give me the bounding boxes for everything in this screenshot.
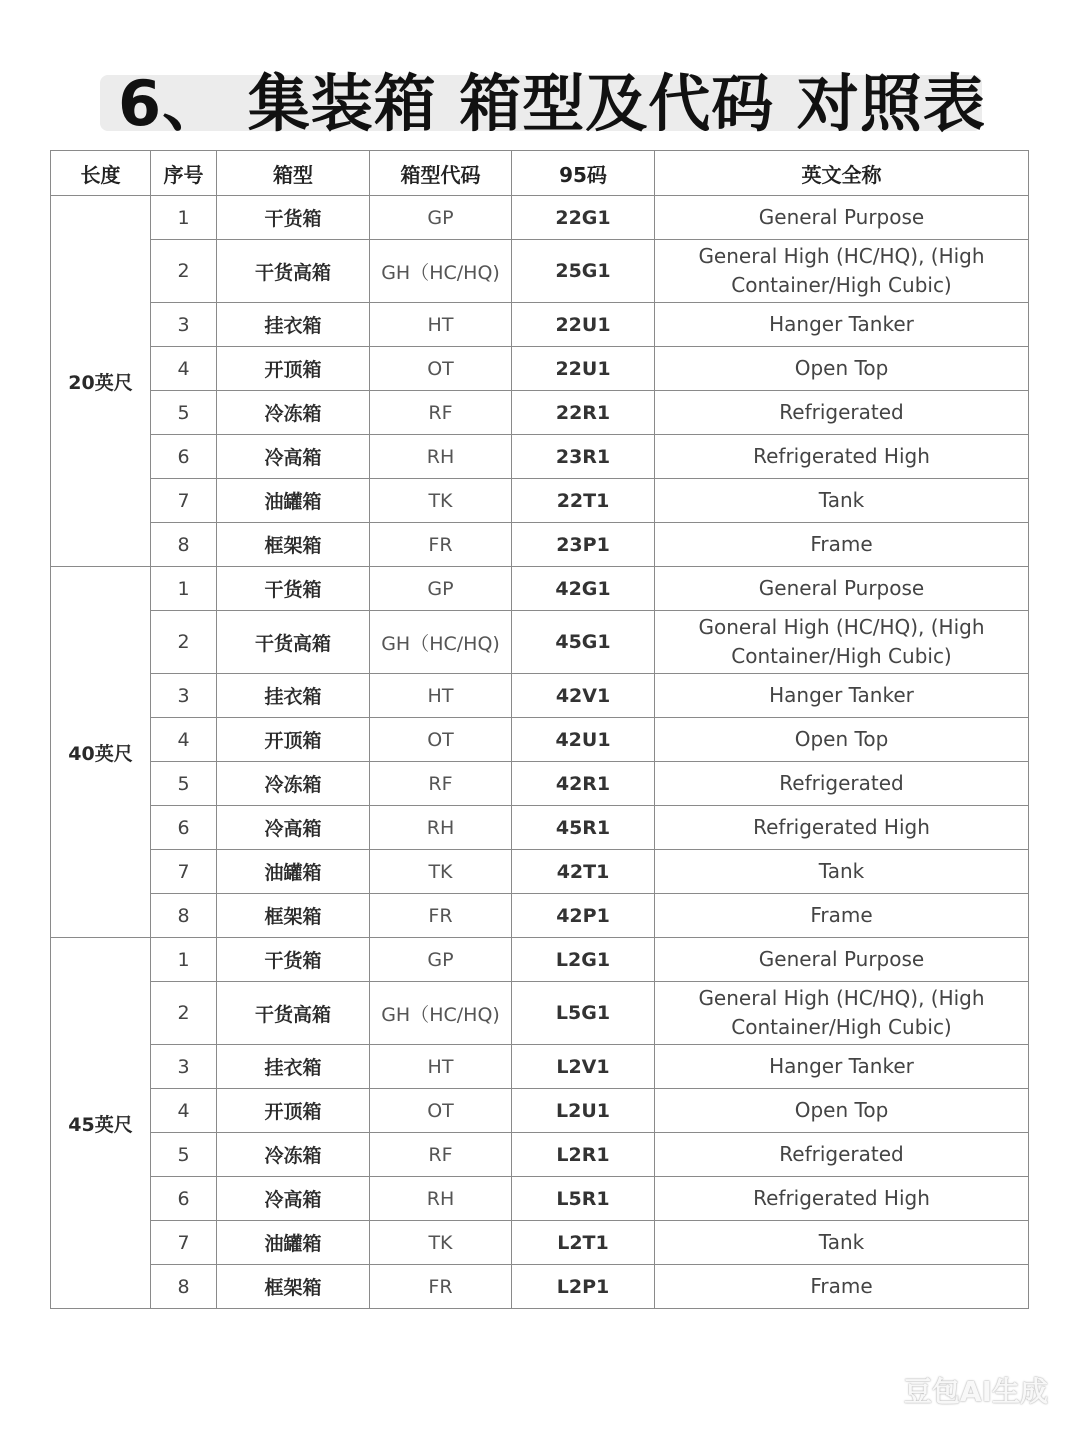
seq-cell: 2 — [151, 982, 217, 1045]
code95-cell: L2V1 — [512, 1045, 655, 1089]
english-name-cell: Frame — [655, 523, 1029, 567]
type-code-cell: GH（HC/HQ) — [370, 240, 512, 303]
type-code-cell: TK — [370, 479, 512, 523]
code95-cell: 23P1 — [512, 523, 655, 567]
english-name-cell: Hanger Tanker — [655, 674, 1029, 718]
code95-cell: 22U1 — [512, 303, 655, 347]
english-name-cell: General High (HC/HQ), (High Container/High Cubic) — [655, 240, 1029, 303]
code95-cell: L2G1 — [512, 938, 655, 982]
type-cell: 冷高箱 — [217, 435, 370, 479]
table-row — [51, 567, 1029, 611]
header-type: 箱型 — [217, 151, 370, 196]
type-cell: 挂衣箱 — [217, 303, 370, 347]
type-cell: 干货箱 — [217, 938, 370, 982]
seq-cell: 6 — [151, 435, 217, 479]
seq-cell: 7 — [151, 479, 217, 523]
type-cell: 干货高箱 — [217, 240, 370, 303]
type-code-cell: RF — [370, 1133, 512, 1177]
type-cell: 冷高箱 — [217, 1177, 370, 1221]
english-name-cell: General High (HC/HQ), (High Container/High Cubic) — [655, 982, 1029, 1045]
type-cell: 框架箱 — [217, 1265, 370, 1309]
code95-cell: L2R1 — [512, 1133, 655, 1177]
code95-cell: 42R1 — [512, 762, 655, 806]
english-name-cell: Open Top — [655, 347, 1029, 391]
english-name-cell: Refrigerated High — [655, 435, 1029, 479]
type-code-cell: RF — [370, 391, 512, 435]
type-cell: 开顶箱 — [217, 718, 370, 762]
type-cell: 开顶箱 — [217, 347, 370, 391]
type-code-cell: HT — [370, 303, 512, 347]
type-cell: 冷高箱 — [217, 806, 370, 850]
length-cell: 45英尺 — [51, 938, 151, 1309]
table-header-row — [51, 151, 1029, 196]
type-cell: 油罐箱 — [217, 479, 370, 523]
table-row — [51, 938, 1029, 982]
type-code-cell: RH — [370, 435, 512, 479]
type-code-cell: FR — [370, 523, 512, 567]
type-code-cell: FR — [370, 1265, 512, 1309]
english-name-cell: General Purpose — [655, 938, 1029, 982]
header-95-code: 95码 — [512, 151, 655, 196]
type-cell: 干货箱 — [217, 567, 370, 611]
english-name-cell: Hanger Tanker — [655, 303, 1029, 347]
code95-cell: 22T1 — [512, 479, 655, 523]
code95-cell: 42P1 — [512, 894, 655, 938]
seq-cell: 6 — [151, 1177, 217, 1221]
header-english-name: 英文全称 — [655, 151, 1029, 196]
type-cell: 冷冻箱 — [217, 391, 370, 435]
table-row — [51, 1045, 1029, 1089]
code95-cell: L5G1 — [512, 982, 655, 1045]
type-cell: 框架箱 — [217, 894, 370, 938]
type-cell: 挂衣箱 — [217, 674, 370, 718]
table-row — [51, 196, 1029, 240]
code95-cell: 45G1 — [512, 611, 655, 674]
type-code-cell: TK — [370, 850, 512, 894]
type-cell: 油罐箱 — [217, 1221, 370, 1265]
table-row — [51, 1265, 1029, 1309]
table-row — [51, 718, 1029, 762]
english-name-cell: Open Top — [655, 1089, 1029, 1133]
type-code-cell: GH（HC/HQ) — [370, 982, 512, 1045]
type-code-cell: FR — [370, 894, 512, 938]
length-cell: 40英尺 — [51, 567, 151, 938]
type-code-cell: GP — [370, 938, 512, 982]
seq-cell: 5 — [151, 1133, 217, 1177]
type-code-cell: OT — [370, 718, 512, 762]
table-row — [51, 806, 1029, 850]
seq-cell: 5 — [151, 391, 217, 435]
table-row — [51, 435, 1029, 479]
table-row — [51, 762, 1029, 806]
seq-cell: 7 — [151, 850, 217, 894]
seq-cell: 4 — [151, 1089, 217, 1133]
table-row — [51, 240, 1029, 303]
seq-cell: 2 — [151, 611, 217, 674]
code95-cell: L2U1 — [512, 1089, 655, 1133]
english-name-cell: Goneral High (HC/HQ), (High Container/High Cubic) — [655, 611, 1029, 674]
english-name-cell: Tank — [655, 850, 1029, 894]
type-code-cell: OT — [370, 1089, 512, 1133]
english-name-cell: Frame — [655, 894, 1029, 938]
code95-cell: 22U1 — [512, 347, 655, 391]
type-code-cell: RH — [370, 1177, 512, 1221]
code95-cell: L2T1 — [512, 1221, 655, 1265]
table-row — [51, 1133, 1029, 1177]
english-name-cell: Refrigerated High — [655, 806, 1029, 850]
seq-cell: 5 — [151, 762, 217, 806]
english-name-cell: General Purpose — [655, 567, 1029, 611]
code95-cell: 45R1 — [512, 806, 655, 850]
type-cell: 油罐箱 — [217, 850, 370, 894]
english-name-cell: Refrigerated — [655, 391, 1029, 435]
code95-cell: 22R1 — [512, 391, 655, 435]
table-row — [51, 1177, 1029, 1221]
table-row — [51, 611, 1029, 674]
seq-cell: 4 — [151, 718, 217, 762]
type-cell: 干货箱 — [217, 196, 370, 240]
header-length: 长度 — [51, 151, 151, 196]
english-name-cell: Hanger Tanker — [655, 1045, 1029, 1089]
code95-cell: 22G1 — [512, 196, 655, 240]
seq-cell: 6 — [151, 806, 217, 850]
table-row — [51, 523, 1029, 567]
seq-cell: 2 — [151, 240, 217, 303]
watermark: 豆包AI生成 — [903, 1375, 1048, 1408]
english-name-cell: Frame — [655, 1265, 1029, 1309]
header-type-code: 箱型代码 — [370, 151, 512, 196]
seq-cell: 3 — [151, 674, 217, 718]
english-name-cell: Tank — [655, 479, 1029, 523]
type-code-cell: GH（HC/HQ) — [370, 611, 512, 674]
type-code-cell: GP — [370, 196, 512, 240]
table-row — [51, 894, 1029, 938]
table-row — [51, 850, 1029, 894]
type-code-cell: HT — [370, 1045, 512, 1089]
table-row — [51, 303, 1029, 347]
code95-cell: 23R1 — [512, 435, 655, 479]
type-code-cell: RF — [370, 762, 512, 806]
seq-cell: 8 — [151, 523, 217, 567]
seq-cell: 1 — [151, 567, 217, 611]
code95-cell: 42G1 — [512, 567, 655, 611]
type-code-cell: RH — [370, 806, 512, 850]
header-seq: 序号 — [151, 151, 217, 196]
seq-cell: 1 — [151, 938, 217, 982]
page-title: 6、 集装箱 箱型及代码 对照表 — [118, 67, 986, 140]
table-row — [51, 391, 1029, 435]
code95-cell: 42T1 — [512, 850, 655, 894]
seq-cell: 3 — [151, 1045, 217, 1089]
table-row — [51, 479, 1029, 523]
seq-cell: 7 — [151, 1221, 217, 1265]
type-code-cell: HT — [370, 674, 512, 718]
code95-cell: L2P1 — [512, 1265, 655, 1309]
type-cell: 挂衣箱 — [217, 1045, 370, 1089]
type-cell: 冷冻箱 — [217, 1133, 370, 1177]
table-row — [51, 347, 1029, 391]
code95-cell: L5R1 — [512, 1177, 655, 1221]
english-name-cell: General Purpose — [655, 196, 1029, 240]
type-code-cell: OT — [370, 347, 512, 391]
length-cell: 20英尺 — [51, 196, 151, 567]
english-name-cell: Refrigerated — [655, 762, 1029, 806]
code95-cell: 42U1 — [512, 718, 655, 762]
table-body — [51, 196, 1029, 1309]
english-name-cell: Refrigerated — [655, 1133, 1029, 1177]
type-cell: 冷冻箱 — [217, 762, 370, 806]
table-row — [51, 1221, 1029, 1265]
table-row — [51, 982, 1029, 1045]
english-name-cell: Refrigerated High — [655, 1177, 1029, 1221]
type-cell: 框架箱 — [217, 523, 370, 567]
type-code-cell: GP — [370, 567, 512, 611]
type-cell: 开顶箱 — [217, 1089, 370, 1133]
table-row — [51, 1089, 1029, 1133]
container-code-table — [50, 150, 1029, 1309]
seq-cell: 1 — [151, 196, 217, 240]
seq-cell: 4 — [151, 347, 217, 391]
english-name-cell: Tank — [655, 1221, 1029, 1265]
code95-cell: 25G1 — [512, 240, 655, 303]
table-row — [51, 674, 1029, 718]
seq-cell: 8 — [151, 894, 217, 938]
english-name-cell: Open Top — [655, 718, 1029, 762]
type-code-cell: TK — [370, 1221, 512, 1265]
seq-cell: 8 — [151, 1265, 217, 1309]
type-cell: 干货高箱 — [217, 611, 370, 674]
type-cell: 干货高箱 — [217, 982, 370, 1045]
code95-cell: 42V1 — [512, 674, 655, 718]
seq-cell: 3 — [151, 303, 217, 347]
